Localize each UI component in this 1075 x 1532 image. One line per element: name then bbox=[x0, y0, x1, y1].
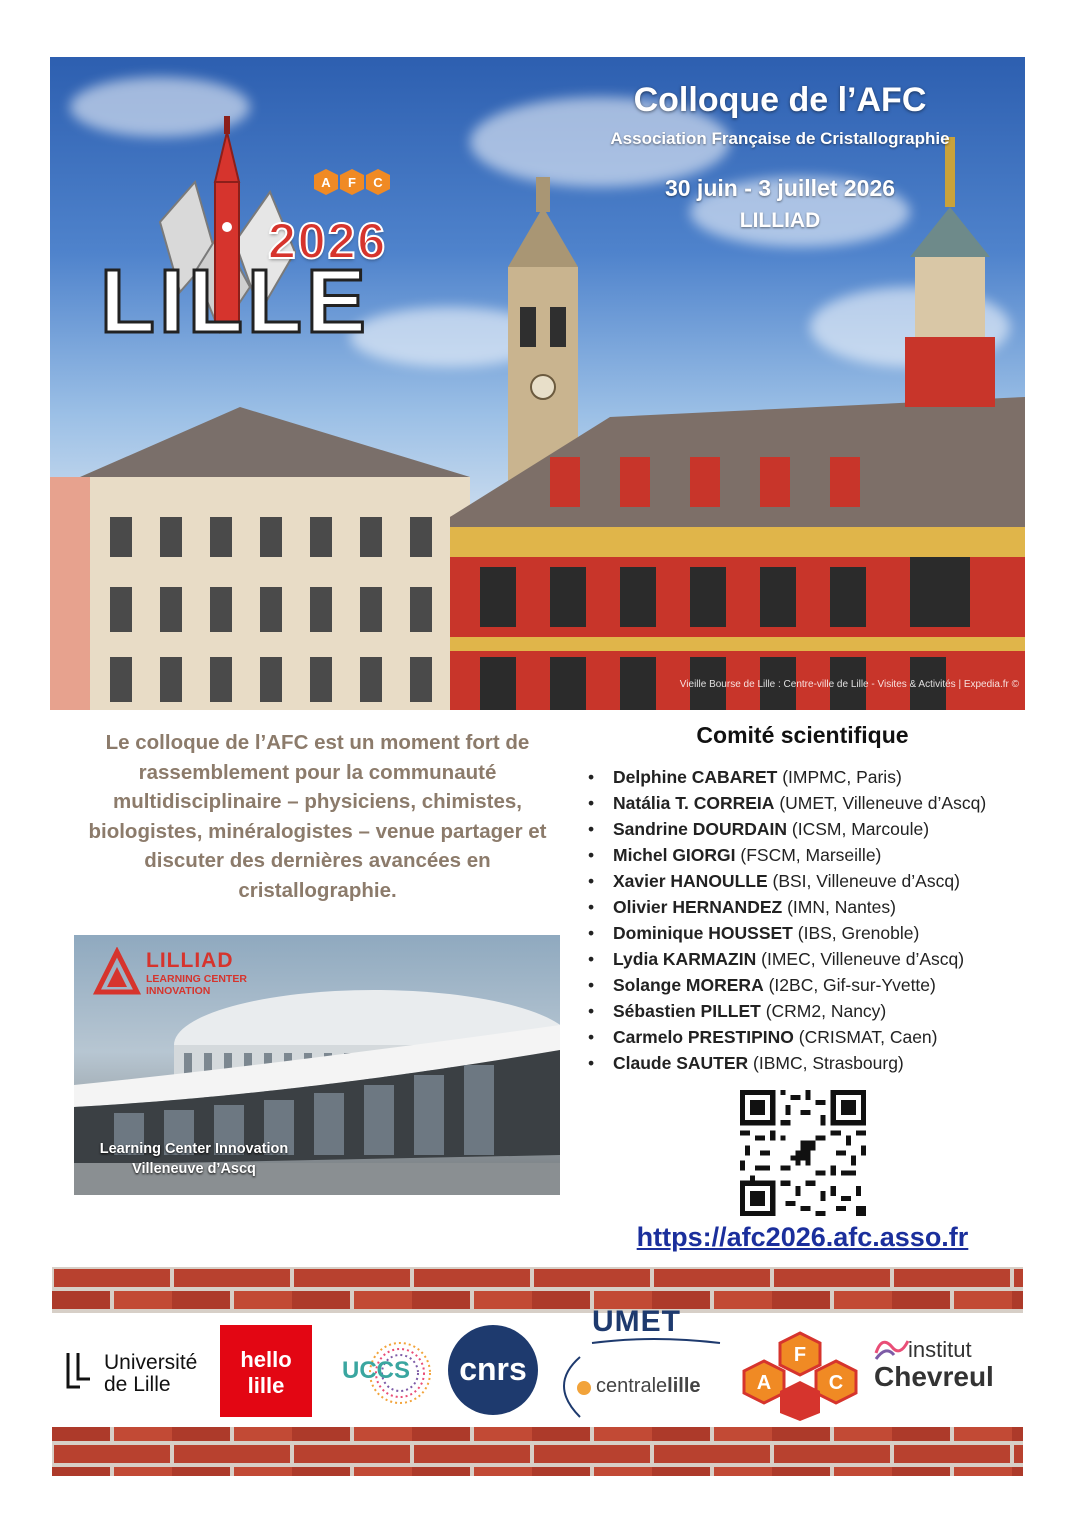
member-affiliation: (IMN, Nantes) bbox=[787, 897, 896, 917]
member-name: Sandrine DOURDAIN bbox=[613, 819, 788, 839]
chevreul-swirl-icon bbox=[872, 1333, 912, 1363]
member-name: Solange MORERA bbox=[613, 975, 764, 995]
list-item bbox=[588, 894, 986, 920]
list-item bbox=[588, 842, 986, 868]
uccs-logo bbox=[340, 1341, 436, 1405]
umet-text: UMET bbox=[592, 1305, 681, 1338]
universite-line1: Université bbox=[104, 1351, 198, 1374]
list-item bbox=[588, 1050, 986, 1076]
hello-line2: lille bbox=[247, 1373, 285, 1398]
list-item bbox=[588, 1024, 986, 1050]
member-affiliation: (UMET, Villeneuve d’Ascq) bbox=[779, 793, 987, 813]
member-affiliation: (IMPMC, Paris) bbox=[782, 767, 902, 787]
member-affiliation: (FSCM, Marseille) bbox=[740, 845, 882, 865]
centrale-arc-icon bbox=[552, 1305, 732, 1423]
list-item bbox=[588, 790, 986, 816]
afc-badge-letter-a: A bbox=[321, 175, 331, 190]
member-name: Sébastien PILLET bbox=[613, 1001, 761, 1021]
umet-centrale-logo bbox=[552, 1305, 732, 1423]
universite-line2: de Lille bbox=[104, 1373, 171, 1396]
event-venue: LILLIAD bbox=[739, 209, 821, 232]
qr-code-icon[interactable] bbox=[740, 1090, 866, 1216]
member-name: Michel GIORGI bbox=[613, 845, 736, 865]
member-affiliation: (IMEC, Villeneuve d’Ascq) bbox=[761, 949, 965, 969]
page-title: Colloque de l’AFC bbox=[633, 81, 927, 119]
afc-letter-f: F bbox=[793, 1344, 807, 1366]
list-item bbox=[588, 816, 986, 842]
afc-letter-a: A bbox=[756, 1372, 772, 1394]
hello-lille-logo bbox=[220, 1325, 312, 1417]
committee-list bbox=[588, 764, 986, 1076]
sponsor-logos bbox=[52, 1305, 1023, 1427]
member-affiliation: (BSI, Villeneuve d’Ascq) bbox=[772, 871, 960, 891]
afc-logo bbox=[738, 1327, 862, 1423]
logo-year: 2026 bbox=[268, 213, 388, 269]
event-dates: 30 juin - 3 juillet 2026 bbox=[664, 175, 896, 201]
hero-banner bbox=[50, 57, 1025, 710]
member-affiliation: (IBS, Grenoble) bbox=[797, 923, 920, 943]
uccs-text: UCCS bbox=[342, 1357, 411, 1384]
list-item bbox=[588, 972, 986, 998]
list-item bbox=[588, 998, 986, 1024]
member-affiliation: (CRM2, Nancy) bbox=[765, 1001, 887, 1021]
cnrs-logo bbox=[448, 1325, 538, 1415]
list-item bbox=[588, 764, 986, 790]
centrale-text-a: centrale bbox=[596, 1375, 668, 1397]
lilliad-logo-tagline: LEARNING CENTER bbox=[146, 973, 247, 985]
centrale-text-b: lille bbox=[667, 1375, 701, 1397]
committee-title: Comité scientifique bbox=[696, 722, 909, 748]
cnrs-text: cnrs bbox=[459, 1351, 527, 1387]
chevreul-line1: institut bbox=[908, 1337, 972, 1362]
organization-subtitle: Association Française de Cristallographie bbox=[610, 129, 950, 148]
list-item bbox=[588, 868, 986, 894]
member-name: Natália T. CORREIA bbox=[613, 793, 775, 813]
member-affiliation: (IBMC, Strasbourg) bbox=[753, 1053, 904, 1073]
afc-badge-letter-c: C bbox=[373, 175, 383, 190]
member-affiliation: (CRISMAT, Caen) bbox=[798, 1027, 938, 1047]
afc-letter-c: C bbox=[828, 1372, 844, 1394]
universite-de-lille-icon bbox=[64, 1351, 100, 1391]
lilliad-logo-icon bbox=[92, 947, 142, 997]
centrale-text bbox=[596, 1375, 701, 1398]
website-link[interactable]: https://afc2026.afc.asso.fr bbox=[636, 1222, 969, 1252]
chevreul-line2: Chevreul bbox=[874, 1361, 994, 1392]
photo-credit: Vieille Bourse de Lille : Centre-ville de Lille - Visites & Activités | Expedia.fr © bbox=[679, 679, 1019, 690]
lilliad-logo-name: LILLIAD bbox=[146, 949, 234, 972]
member-affiliation: (I2BC, Gif-sur-Yvette) bbox=[768, 975, 936, 995]
list-item bbox=[588, 946, 986, 972]
list-item bbox=[588, 920, 986, 946]
lilliad-caption: Villeneuve d’Ascq bbox=[132, 1161, 256, 1177]
hello-line1: hello bbox=[240, 1347, 292, 1372]
member-affiliation: (ICSM, Marcoule) bbox=[791, 819, 930, 839]
member-name: Lydia KARMAZIN bbox=[613, 949, 757, 969]
lilliad-logo-tagline: INNOVATION bbox=[146, 985, 211, 997]
afc-badge-icon bbox=[312, 167, 392, 217]
lilliad-caption: Learning Center Innovation bbox=[99, 1141, 289, 1157]
logo-city: LILLE bbox=[100, 252, 370, 352]
intro-paragraph: Le colloque de l’AFC est un moment fort de rassemblement pour la communauté multidisciplinaire – physiciens, chimistes, biologistes, minéralogistes – venue partager et discuter des dernières avancées en cristallographie. bbox=[88, 731, 547, 902]
afc-hexagon-icon bbox=[738, 1327, 862, 1423]
member-name: Xavier HANOULLE bbox=[613, 871, 768, 891]
member-name: Delphine CABARET bbox=[613, 767, 778, 787]
afc-badge-letter-f: F bbox=[348, 175, 356, 190]
institut-chevreul-logo bbox=[872, 1333, 1022, 1403]
member-name: Carmelo PRESTIPINO bbox=[613, 1027, 794, 1047]
member-name: Dominique HOUSSET bbox=[613, 923, 793, 943]
member-name: Olivier HERNANDEZ bbox=[613, 897, 783, 917]
member-name: Claude SAUTER bbox=[613, 1053, 749, 1073]
lilliad-photo bbox=[74, 935, 560, 1195]
